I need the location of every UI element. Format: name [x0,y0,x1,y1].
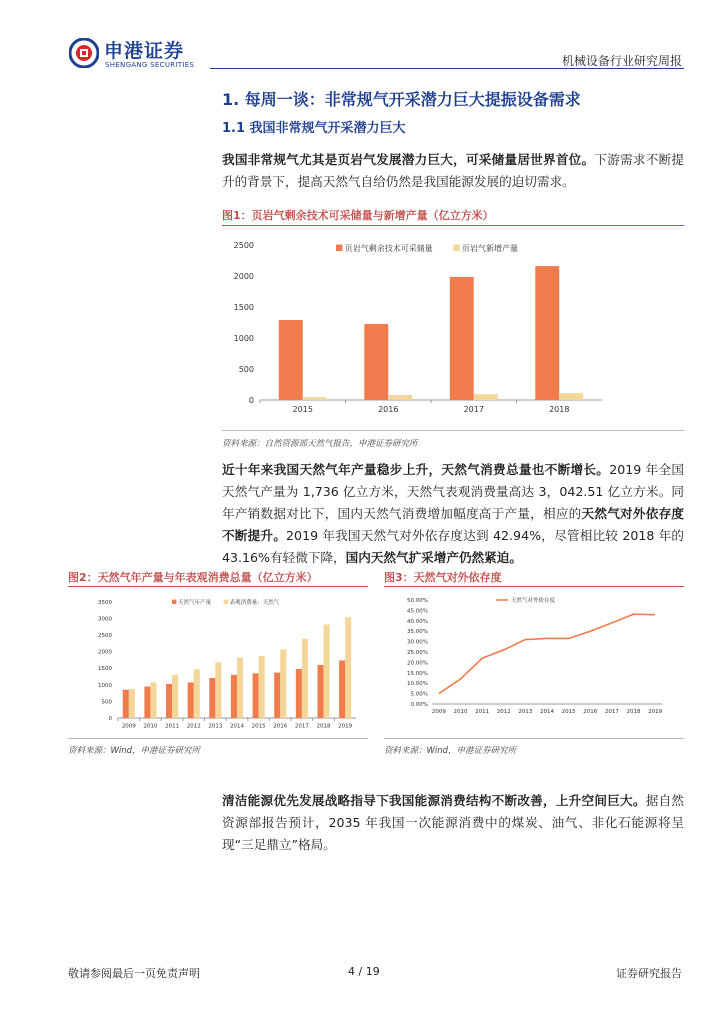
chart1-bar [535,266,559,400]
chart2-bar [150,682,156,718]
chart2-bar [129,689,135,718]
chart3-y-tick-label: 30.00% [407,639,428,646]
chart3-legend-label: 天然气对外依存度 [511,598,556,604]
chart1-y-tick-label: 1500 [233,302,254,312]
chart2-y-tick-label: 0 [108,715,112,722]
paragraph-3-text: 据自然资源部报告预计，2035 年我国一次能源消费中的煤炭、油气、非化石能源将呈现“三足鼎立”格局。 [222,793,685,852]
paragraph-3-bold: 清洁能源优先发展战略指导下我国能源消费结构不断改善，上升空间巨大。 [222,793,646,808]
chart1-bar [559,393,583,400]
chart3-series-line [439,614,655,693]
chart3-y-tick-label: 25.00% [407,650,428,656]
chart2-bar [231,675,237,718]
chart2-legend-swatch [172,600,176,604]
chart2-bar [345,617,351,718]
chart2-y-tick-label: 1500 [98,666,112,673]
chart2-y-tick-label: 3000 [98,616,112,623]
figure-3-bottom-rule [384,738,684,739]
paragraph-2-bold-1: 近十年来我国天然气年产量稳步上升，天然气消费总量也不断增长。 [222,462,610,477]
chart1-x-tick-label: 2016 [378,405,399,414]
chart2-bar [194,669,200,718]
chart2-bar [209,678,215,718]
chart2-bar [123,690,129,718]
chart1-bar [450,277,474,400]
chart3-x-tick-label: 2013 [518,709,533,715]
chart1-bar [279,320,303,400]
figure-1-chart [222,229,684,429]
chart3-x-tick-label: 2012 [496,709,511,715]
chart2-x-tick-label: 2015 [251,723,266,730]
chart2-x-tick-label: 2019 [338,723,353,730]
chart3-y-tick-label: 35.00% [407,629,428,636]
chart3-x-tick-label: 2018 [626,709,641,715]
chart2-x-tick-label: 2009 [121,723,136,730]
paragraph-2 [222,459,684,569]
chart3-y-tick-label: 20.00% [407,660,428,667]
chart2-y-tick-label: 500 [101,699,112,706]
page-number: 4 / 19 [348,965,380,978]
chart2-bar [274,673,280,718]
figure-2-bottom-rule [68,738,368,739]
chart1-legend-label: 页岩气剩余技术可采储量 [344,244,433,253]
figure-2-source: 资料来源：Wind，申港证券研究所 [68,746,201,756]
chart2-x-tick-label: 2010 [143,723,158,730]
chart2-bar [144,687,150,718]
subsection-heading: 1.1 我国非常规气开采潜力巨大 [222,121,406,136]
chart3-x-tick-label: 2011 [475,709,490,715]
chart2-y-tick-label: 2500 [98,633,112,640]
chart2-y-tick-label: 1000 [98,682,112,689]
chart3-x-tick-label: 2019 [648,709,663,715]
figure-2-chart [68,590,368,736]
chart2-bar [259,656,265,718]
paragraph-1 [222,149,684,193]
brand-name-en: SHENGANG SECURITIES [105,61,195,69]
figure-2-title: 图2：天然气年产量与年表观消费总量（亿立方米） [68,571,318,584]
paragraph-2-text-2: 2019 年我国天然气对外依存度达到 42.94%，尽管相比较 2018 年的 43.16%有轻微下降， [222,528,685,565]
chart3-y-tick-label: 45.00% [407,608,428,615]
figure-1-bottom-rule [222,430,684,431]
figure-1-source: 资料来源：自然资源部天然气报告，申港证券研究所 [222,439,418,449]
chart2-x-tick-label: 2016 [273,723,288,730]
chart3-x-tick-label: 2009 [431,709,446,715]
chart3-y-tick-label: 15.00% [407,670,428,677]
chart2-bar [339,660,345,718]
figure-3-source: 资料来源：Wind，申港证券研究所 [384,746,517,756]
chart2-bar [302,639,308,718]
chart2-bar [296,669,302,718]
chart2-y-tick-label: 3500 [98,599,112,606]
brand-logo-icon [69,38,99,68]
chart3-y-tick-label: 0.00% [410,702,428,708]
chart1-x-tick-label: 2015 [292,405,313,414]
chart3-y-tick-label: 50.00% [407,598,428,604]
chart1-bar [474,394,498,400]
chart1-x-tick-label: 2018 [549,405,570,414]
chart1-y-tick-label: 0 [248,395,254,405]
chart2-bar [166,684,172,718]
paragraph-3 [222,790,684,856]
chart3-x-tick-label: 2017 [604,709,619,715]
chart1-bar [303,397,327,400]
chart2-bar [280,649,286,718]
paragraph-1-text: 下游需求不断提升的背景下，提高天然气自给仍然是我国能源发展的迫切需求。 [222,152,685,189]
brand-name: 申港证券 [104,40,185,62]
chart3-x-tick-label: 2014 [540,709,554,715]
chart2-y-tick-label: 2000 [98,649,112,656]
paragraph-2-bold-2: 天然气对外依存度不断提升。 [222,506,685,543]
chart3-y-tick-label: 10.00% [407,681,428,688]
chart2-x-tick-label: 2013 [208,723,223,730]
chart1-bar [388,395,412,400]
footer-report-label: 证券研究报告 [616,967,682,980]
chart1-x-tick-label: 2017 [463,405,484,414]
chart1-legend-label: 页岩气新增产量 [462,244,518,253]
chart2-x-tick-label: 2012 [186,723,201,730]
chart2-bar [188,682,194,718]
chart1-bar [364,324,388,400]
chart1-y-tick-label: 1000 [233,333,254,343]
chart3-x-tick-label: 2016 [583,709,598,715]
figure-3-top-rule [384,586,684,587]
chart1-y-tick-label: 500 [238,364,254,374]
chart2-bar [253,673,259,718]
section-heading: 1. 每周一谈：非常规气开采潜力巨大提振设备需求 [222,90,581,109]
chart3-x-tick-label: 2010 [453,709,468,715]
chart2-legend-label: 表观消费量：天然气 [229,600,280,606]
chart2-bar [215,662,221,718]
footer-disclaimer: 敬请参阅最后一页免责声明 [68,967,200,980]
chart2-x-tick-label: 2017 [294,723,309,730]
chart2-legend-label: 天然气年产量 [178,600,212,606]
chart2-x-tick-label: 2014 [230,723,244,730]
paragraph-2-text-1: 2019 年全国天然气产量为 1,736 亿立方米，天然气表观消费量高达 3，042.51 亿立方米。同年产销数据对比下，国内天然气消费增加幅度高于产量，相应的 [222,462,684,521]
chart2-legend-swatch [224,600,228,604]
chart1-y-tick-label: 2000 [233,271,254,281]
chart2-bar [317,665,323,718]
chart2-x-tick-label: 2018 [316,723,331,730]
chart1-legend-swatch [453,245,459,251]
figure-3-chart [384,590,684,736]
paragraph-2-bold-3: 国内天然气扩采增产仍然紧迫。 [345,550,522,565]
chart2-bar [324,625,330,718]
chart3-x-tick-label: 2015 [561,709,576,715]
report-type: 机械设备行业研究周报 [561,54,682,68]
figure-1-title: 图1：页岩气剩余技术可采储量与新增产量（亿立方米） [222,209,494,222]
chart1-legend-swatch [336,245,342,251]
header-divider [210,68,684,69]
chart3-y-tick-label: 5.00% [410,691,428,698]
figure-3-title: 图3：天然气对外依存度 [384,571,502,584]
figure-2-top-rule [68,586,368,587]
chart3-y-tick-label: 40.00% [407,618,428,625]
paragraph-1-bold: 我国非常规气尤其是页岩气发展潜力巨大，可采储量居世界首位。 [222,152,595,167]
chart2-x-tick-label: 2011 [165,723,180,730]
figure-1-top-rule [222,225,684,226]
chart1-y-tick-label: 2500 [233,240,254,250]
chart2-bar [172,675,178,718]
chart2-bar [237,658,243,718]
